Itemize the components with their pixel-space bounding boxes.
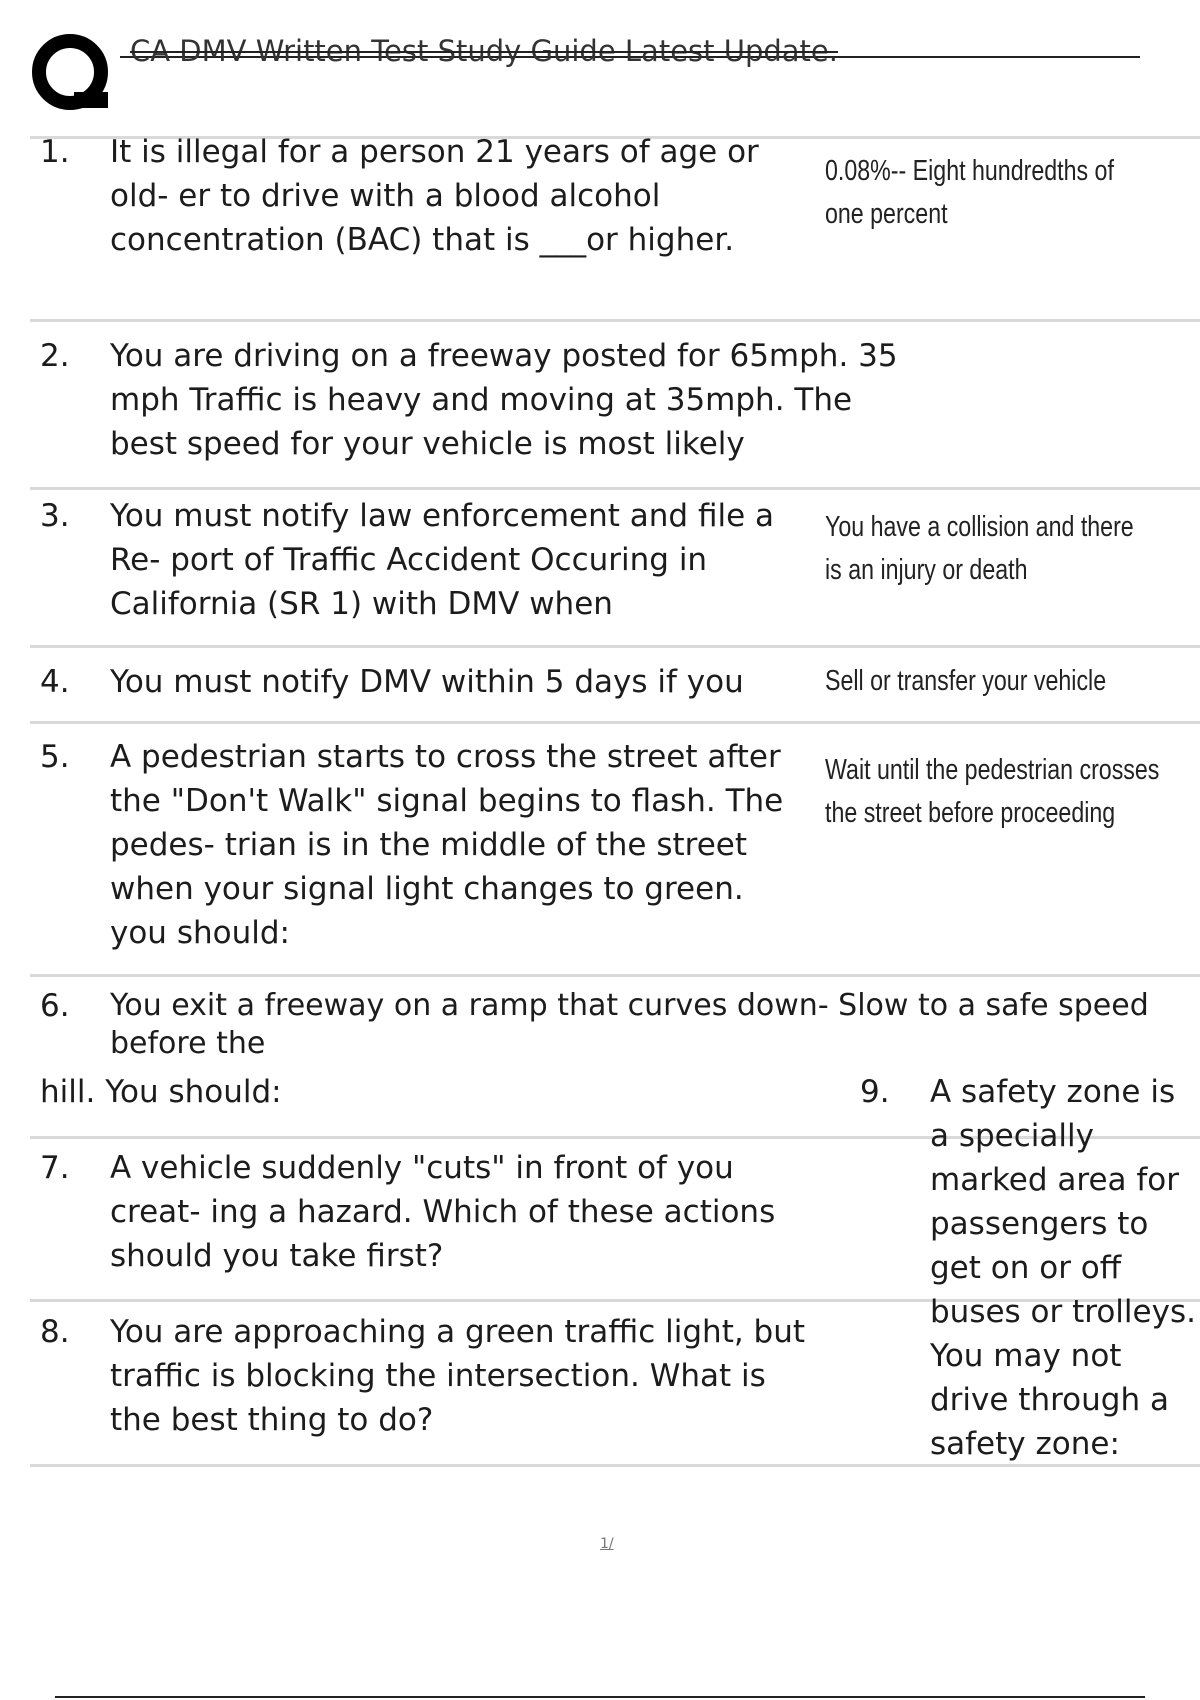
question-text-tail: hill. You should: [40, 1074, 282, 1110]
question-number: 6. [40, 988, 70, 1024]
answer-text: Sell or transfer your vehicle [825, 665, 1107, 697]
question-number: 7. [40, 1150, 70, 1186]
question-text: You must notify law enforcement and file a Re- port of Traffic Accident Occuring in California (SR 1) with DMV when [110, 498, 775, 622]
question-number: 9. [860, 1074, 890, 1110]
question-text-continued: before the [110, 1026, 266, 1061]
question-number: 5. [40, 739, 70, 775]
row-divider [30, 721, 1200, 724]
q-logo-icon [30, 32, 110, 112]
question-text: You are driving on a freeway posted for 65mph. 35 mph Traffic is heavy and moving at 35mph. The best speed for your vehicle is most likely [110, 338, 898, 462]
question-text: You are approaching a green traffic light, but traffic is blocking the intersection. What is the best thing to do? [110, 1314, 806, 1438]
question-text: A vehicle suddenly "cuts" in front of you creat- ing a hazard. Which of these actions should you take first? [110, 1150, 776, 1274]
document-title: CA DMV Written Test Study Guide Latest Update. [130, 34, 838, 68]
question-text: You exit a freeway on a ramp that curves down- Slow to a safe speed [110, 988, 1149, 1023]
question-text: It is illegal for a person 21 years of age or old- er to drive with a blood alcohol concentration (BAC) that is ___or higher. [110, 136, 759, 258]
row-divider [30, 974, 1200, 977]
footer-rule [55, 1696, 1145, 1698]
answer-text: 0.08%-- Eight hundredths of one percent [825, 155, 1114, 230]
question-text: A pedestrian starts to cross the street after the "Don't Walk" signal begins to flash. The pedes- trian is in the middle of the street when your signal light changes to green. you should: [110, 739, 784, 951]
row-divider [30, 319, 1200, 322]
question-number: 8. [40, 1314, 70, 1350]
question-text: You must notify DMV within 5 days if you [110, 664, 744, 700]
question-number: 2. [40, 338, 70, 374]
question-text: A safety zone is a specially marked area for passengers to get on or off buses or trolleys. You may not drive through a safety zone: [930, 1074, 1196, 1462]
answer-text: You have a collision and there is an injury or death [825, 511, 1134, 586]
question-number: 1. [40, 136, 70, 170]
row-divider [30, 487, 1200, 490]
row-divider [30, 645, 1200, 648]
question-number: 4. [40, 664, 70, 700]
question-number: 3. [40, 498, 70, 534]
answer-text: Wait until the pedestrian crosses the street before proceeding [825, 754, 1160, 829]
page-number: 1/ [600, 1536, 614, 1552]
question-1-row [0, 136, 1200, 319]
